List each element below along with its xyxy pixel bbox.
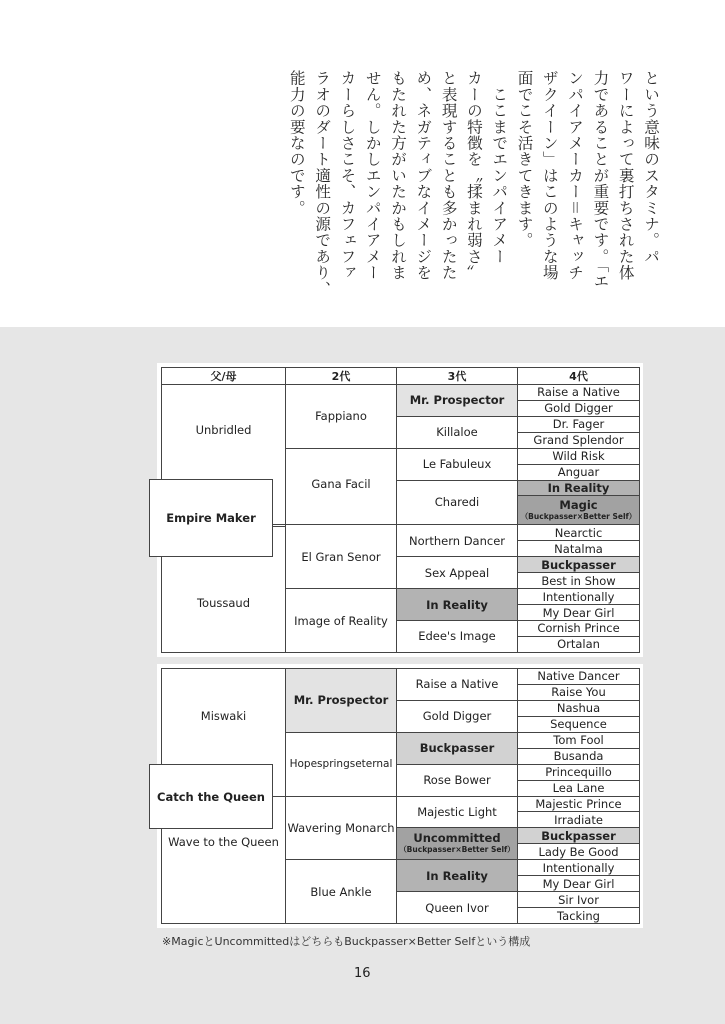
gen3-cell: Raise a Native <box>397 669 518 701</box>
text-line: カーの特徴を〝揉まれ弱さ〟 <box>464 70 483 281</box>
gen4-cell: Best in Show <box>518 573 640 589</box>
gen2-cell: Gana Facil <box>286 448 397 525</box>
text-line: ザクイーン」はこのような場 <box>540 70 559 281</box>
gen4-cell: Raise You <box>518 684 640 700</box>
gen2-cell-highlight: Mr. Prospector <box>286 669 397 733</box>
text-line: カーらしさこそ、カフェファ <box>338 70 357 281</box>
gen4-cell: Ortalan <box>518 636 640 652</box>
gen4-cell: Dr. Fager <box>518 416 640 432</box>
gen2-cell: Hopespringseternal <box>286 732 397 796</box>
connector-line <box>273 526 285 527</box>
text-line: ラオのダート適性の源であり、 <box>313 70 332 297</box>
gen4-cell: Anguar <box>518 464 640 480</box>
gen4-cell: Gold Digger <box>518 400 640 416</box>
text-line: もたれた方がいたかもしれま <box>389 70 408 281</box>
gen3-cell: Mr. Prospector <box>397 385 518 417</box>
gen4-cell: Intentionally <box>518 589 640 605</box>
gen1-cell: Toussaud <box>162 525 286 653</box>
gen3-cell-highlight: Buckpasser <box>397 732 518 764</box>
horse-breeding-note: （Buckpasser×Better Self） <box>399 845 515 855</box>
gen3-cell: Killaloe <box>397 416 518 448</box>
gen3-cell: Sex Appeal <box>397 557 518 589</box>
text-area <box>0 0 725 327</box>
text-line: 能力の要なのです。 <box>287 70 306 216</box>
gen3-cell: Rose Bower <box>397 764 518 796</box>
horse-name: Uncommitted <box>413 831 501 846</box>
footnote: ※MagicとUncommittedはどちらもBuckpasser×Better Selfという構成 <box>162 935 531 948</box>
header-parent: 父/母 <box>162 368 286 385</box>
gen3-cell: Charedi <box>397 480 518 525</box>
gen4-cell: Majestic Prince <box>518 796 640 812</box>
gen4-cell: Wild Risk <box>518 448 640 464</box>
connector-line <box>273 796 285 797</box>
text-line: め、ネガティブなイメージを <box>414 70 433 281</box>
gen4-cell: Intentionally <box>518 860 640 876</box>
gen4-cell: Raise a Native <box>518 385 640 401</box>
gen4-cell: Lea Lane <box>518 780 640 796</box>
gen4-cell: Lady Be Good <box>518 844 640 860</box>
text-line: 力であることが重要です。「エ <box>591 70 610 289</box>
gen4-cell-highlight: In Reality <box>518 480 640 496</box>
gen1-cell: Unbridled <box>162 385 286 525</box>
gen3-cell-uncommitted <box>397 828 518 860</box>
gen3-cell: Gold Digger <box>397 700 518 732</box>
header-gen2: 2代 <box>286 368 397 385</box>
gen4-cell: Irradiate <box>518 812 640 828</box>
gen4-cell: Sequence <box>518 716 640 732</box>
gen4-cell-magic <box>518 496 640 525</box>
text-line: 面でこそ活きてきます。 <box>515 70 534 249</box>
vertical-body-text <box>284 70 663 310</box>
gen2-cell: Fappiano <box>286 385 397 449</box>
subject-box-catch-the-queen <box>149 764 273 829</box>
gen3-cell: Queen Ivor <box>397 892 518 924</box>
gen2-cell: Blue Ankle <box>286 860 397 924</box>
header-gen4: 4代 <box>518 368 640 385</box>
text-line: ワーによって裏打ちされた体 <box>616 70 635 281</box>
gen4-cell: Tom Fool <box>518 732 640 748</box>
gen4-cell: My Dear Girl <box>518 605 640 621</box>
text-line: ここまでエンパイアメー <box>490 70 509 265</box>
gen3-cell: Le Fabuleux <box>397 448 518 480</box>
horse-breeding-note: （Buckpasser×Better Self） <box>520 512 637 522</box>
text-line: ンパイアメーカー＝キャッチ <box>566 70 585 281</box>
gen4-cell: Nearctic <box>518 525 640 541</box>
horse-name: Magic <box>559 498 598 513</box>
gen3-cell-highlight: In Reality <box>397 860 518 892</box>
gen4-cell-highlight: Buckpasser <box>518 828 640 844</box>
gen4-cell-highlight: Buckpasser <box>518 557 640 573</box>
header-gen3: 3代 <box>397 368 518 385</box>
gen4-cell: Sir Ivor <box>518 892 640 908</box>
text-line: という意味のスタミナ。パ <box>642 70 660 265</box>
gen2-cell: Image of Reality <box>286 589 397 653</box>
gen2-cell: Wavering Monarch <box>286 796 397 860</box>
gen3-cell: Majestic Light <box>397 796 518 828</box>
gen4-cell: Busanda <box>518 748 640 764</box>
subject-box-empire-maker <box>149 479 273 557</box>
gen1-cell: Wave to the Queen <box>162 796 286 924</box>
gen3-cell: Edee's Image <box>397 620 518 652</box>
gen2-cell: El Gran Senor <box>286 525 397 589</box>
page-number: 16 <box>354 966 371 981</box>
gen4-cell: Nashua <box>518 700 640 716</box>
gen4-cell: My Dear Girl <box>518 876 640 892</box>
subject-name: Empire Maker <box>166 511 256 525</box>
gen1-cell: Miswaki <box>162 669 286 797</box>
gen4-cell: Tacking <box>518 908 640 924</box>
gen4-cell: Grand Splendor <box>518 432 640 448</box>
subject-name: Catch the Queen <box>157 789 265 804</box>
text-line: と表現することも多かったた <box>439 70 458 281</box>
gen3-cell-highlight: In Reality <box>397 589 518 621</box>
text-line: せん。しかしエンパイアメー <box>363 70 382 281</box>
gen4-cell: Natalma <box>518 541 640 557</box>
gen3-cell: Northern Dancer <box>397 525 518 557</box>
gen4-cell: Cornish Prince <box>518 620 640 636</box>
gen4-cell: Native Dancer <box>518 669 640 685</box>
gen4-cell: Princequillo <box>518 764 640 780</box>
